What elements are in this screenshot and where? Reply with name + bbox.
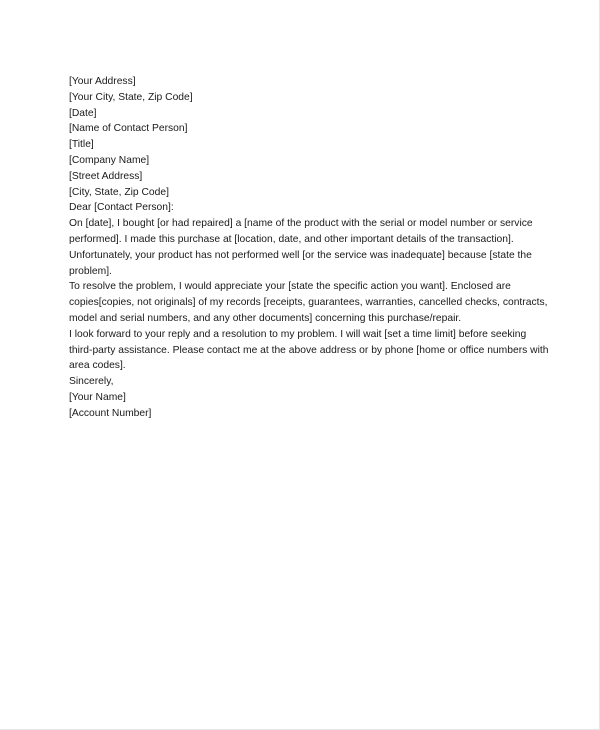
recipient-company: [Company Name]: [69, 154, 150, 166]
letter-date: [Date]: [69, 107, 97, 119]
recipient-contact-person: [Name of Contact Person]: [69, 123, 188, 135]
sender-city-state-zip: [Your City, State, Zip Code]: [69, 91, 193, 103]
recipient-title: [Title]: [69, 139, 94, 151]
closing: Sincerely,: [69, 376, 114, 388]
complaint-letter: [69, 74, 549, 422]
recipient-street: [Street Address]: [69, 170, 143, 182]
body-paragraph-follow-up: I look forward to your reply and a resolution to my problem. I will wait [set a time limit] before seeking third-party assistance. Please contact me at the above address or by phone [home or office numbers with area codes].: [69, 328, 549, 372]
body-paragraph-problem: Unfortunately, your product has not performed well [or the service was inadequate] because [state the problem].: [69, 249, 532, 277]
signature-name: [Your Name]: [69, 391, 126, 403]
sender-address: [Your Address]: [69, 76, 136, 87]
signature-account-number: [Account Number]: [69, 407, 152, 419]
body-paragraph-resolution: To resolve the problem, I would appreciate your [state the specific action you want]. Enclosed are copies[copies, not originals] of my records [receipts, guarantees, warranties, cancelled checks, contracts, model and serial numbers, and any other documents] concerning this purchase/repair.: [69, 281, 548, 324]
recipient-city-state-zip: [City, State, Zip Code]: [69, 186, 169, 198]
salutation: Dear [Contact Person]:: [69, 202, 174, 214]
body-paragraph-purchase: On [date], I bought [or had repaired] a [name of the product with the serial or model number or service performed]. I made this purchase at [location, date, and other important details of the transaction].: [69, 218, 533, 245]
